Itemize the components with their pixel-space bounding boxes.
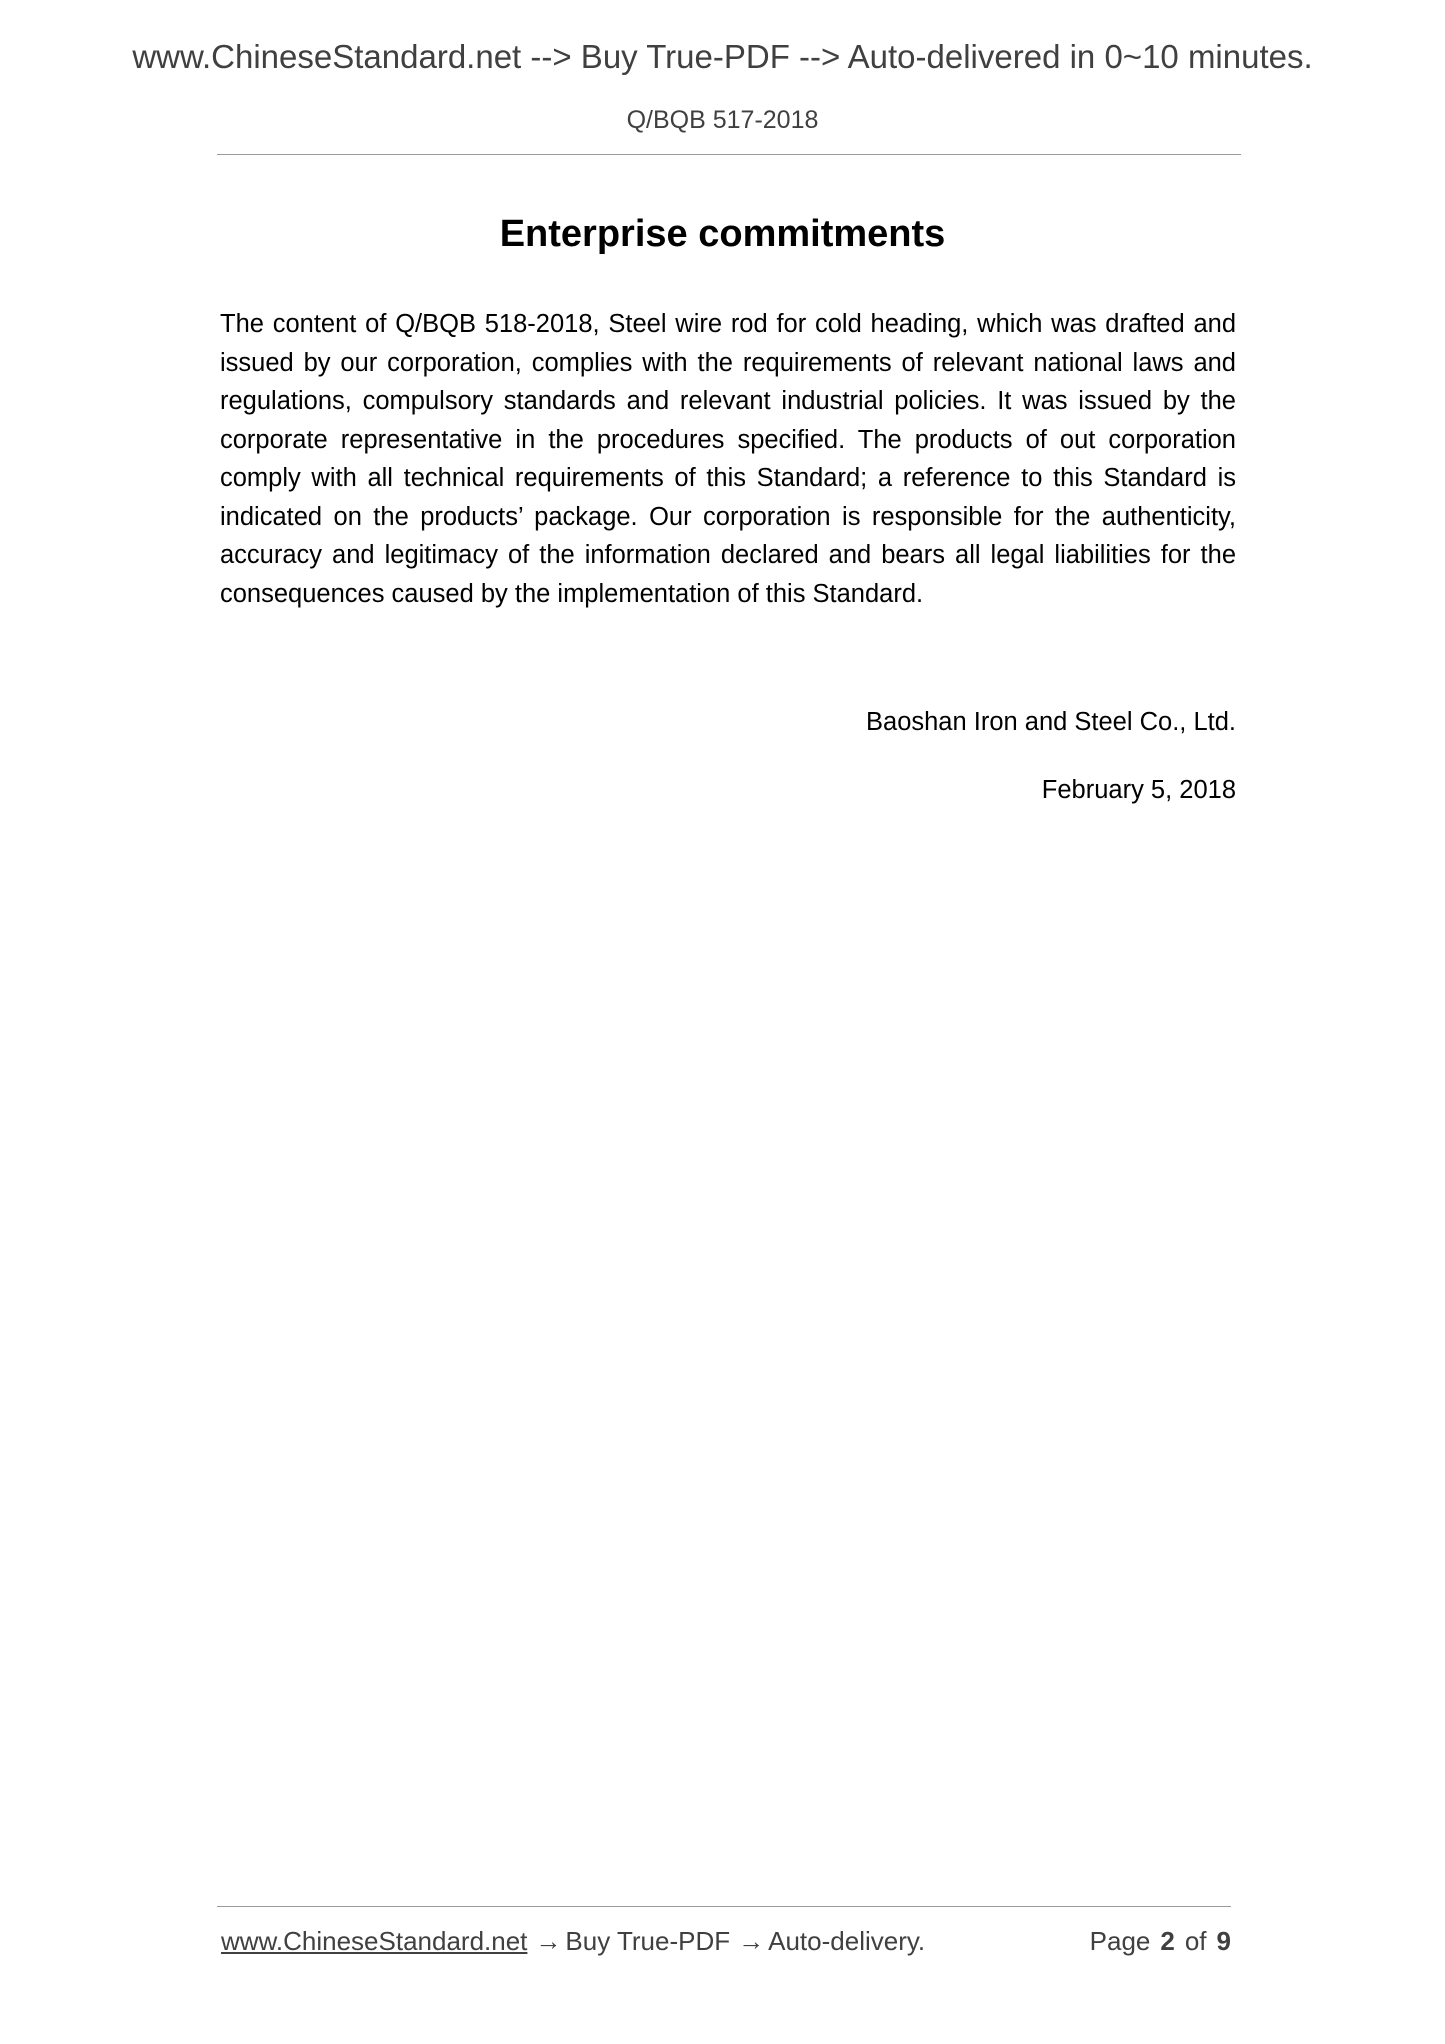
company-signature: Baoshan Iron and Steel Co., Ltd. — [866, 708, 1236, 736]
page-indicator — [1090, 1926, 1231, 1957]
top-banner: www.ChineseStandard.net --> Buy True-PDF --> Auto-delivered in 0~10 minutes. — [132, 38, 1313, 75]
page-label: Page — [1089, 1926, 1151, 1956]
header-divider — [217, 154, 1241, 155]
page-title: Enterprise commitments — [499, 213, 946, 255]
footer-buy-text: Buy True-PDF — [565, 1926, 731, 1956]
current-page-number: 2 — [1160, 1926, 1175, 1956]
of-label: of — [1184, 1926, 1207, 1956]
footer-promo — [221, 1926, 925, 1957]
footer-delivery-text: Auto-delivery. — [768, 1926, 926, 1956]
signature-date: February 5, 2018 — [1041, 776, 1236, 804]
arrow-right-icon: → — [738, 1926, 765, 1956]
footer-website-link[interactable]: www.ChineseStandard.net — [221, 1926, 528, 1956]
page-footer — [221, 1926, 1231, 1962]
total-pages-number: 9 — [1216, 1926, 1231, 1956]
footer-divider — [217, 1906, 1231, 1907]
commitment-paragraph: The content of Q/BQB 518-2018, Steel wire rod for cold heading, which was drafted and issued by our corporation, complies with the requirements of relevant national laws and regulations, compulsory standards and relevant industrial policies. It was issued by the corporate representative in the procedures specified. The products of out corporation comply with all technical requirements of this Standard; a reference to this Standard is indicated on the products’ package. Our corporation is responsible for the authenticity, accuracy and legitimacy of the information declared and bears all legal liabilities for the consequences caused by the implementation of this Standard. — [220, 310, 1236, 608]
document-code: Q/BQB 517-2018 — [626, 106, 819, 134]
arrow-right-icon: → — [535, 1926, 562, 1956]
